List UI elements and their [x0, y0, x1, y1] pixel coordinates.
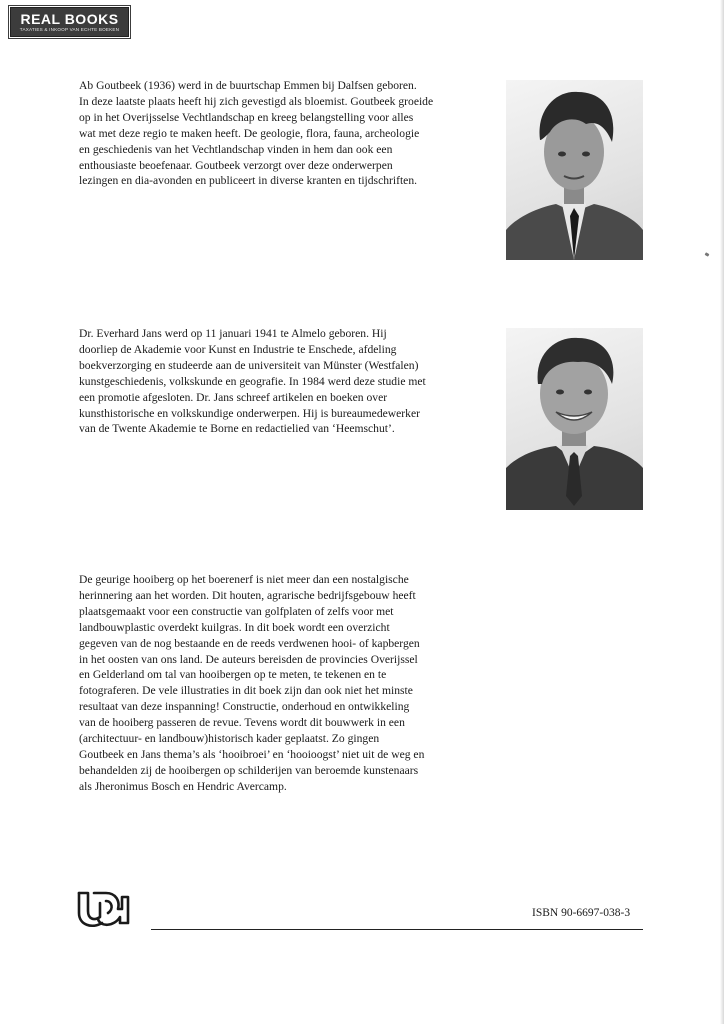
page-edge: [720, 0, 724, 1024]
author-photo-jans: [506, 328, 643, 510]
author-bio-goutbeek: Ab Goutbeek (1936) werd in de buurtschap Emmen bij Dalfsen geboren. In deze laatste plaats heeft hij zich gevestigd als bloemist. Goutbeek groeide op in het Overijsselse Vechtlandschap en kreeg belangstelling voor alles wat met deze regio te maken heeft. De geologie, flora, fauna, archeologie en geschiedenis van het Vechtlandschap vinden in hem dan ook een enthousiaste beoefenaar. Goutbeek verzorgt over deze onderwerpen lezingen en dia-avonden en publiceert in diverse kranten en tijdschriften.: [79, 79, 434, 188]
footer-rule: [151, 929, 643, 930]
book-summary: De geurige hooiberg op het boerenerf is niet meer dan een nostalgische herinnering aan het worden. Dit houten, agrarische bedrijfsgebouw heeft plaatsgemaakt voor een constructie van golfplaten of zelfs voor met landbouwplastic overdekt kuilgras. In dit boek wordt een overzicht gegeven van de nog bestaande en de reeds verdwenen hooi- of kapbergen in het oosten van ons land. De auteurs bereisden de provincies Overijssel en Gelderland om tal van hooibergen op te meten, te tekenen en te fotograferen. De vele illustraties in dit boek zijn dan ook niet het minste resultaat van deze inspanning! Constructie, onderhoud en ontwikkeling van de hooiberg passeren de revue. Tevens wordt dit bouwwerk in een (architectuur- en landbouw)historisch kader geplaatst. Zo gingen Goutbeek en Jans thema’s als ‘hooibroei’ en ‘hooioogst’ niet uit de weg en behandelden zij de hooibergen op schilderijen van beroemde kunstenaars als Jheronimus Bosch en Hendric Avercamp.: [79, 573, 425, 793]
badge-subtitle: TAXATIES & INKOOP VAN ECHTE BOEKEN: [19, 26, 120, 32]
publisher-logo-icon: [76, 889, 130, 931]
real-books-badge: [10, 7, 129, 37]
scan-speck: [705, 252, 710, 257]
isbn-number: ISBN 90-6697-038-3: [532, 907, 631, 919]
badge-title: REAL BOOKS: [20, 10, 119, 27]
author-photo-goutbeek: [506, 80, 643, 260]
author-bio-jans: Dr. Everhard Jans werd op 11 januari 1941 te Almelo geboren. Hij doorliep de Akademie voor Kunst en Industrie te Enschede, afdeling boekverzorging en studeerde aan de universiteit van Münster (Westfalen) kunstgeschiedenis, volkskunde en geografie. In 1984 werd deze studie met een promotie afgesloten. Dr. Jans schreef artikelen en boeken over kunsthistorische en volkskundige onderwerpen. Hij is bureaumedewerker van de Twente Akademie te Borne en redactielied van ‘Heemschut’.: [79, 327, 426, 436]
